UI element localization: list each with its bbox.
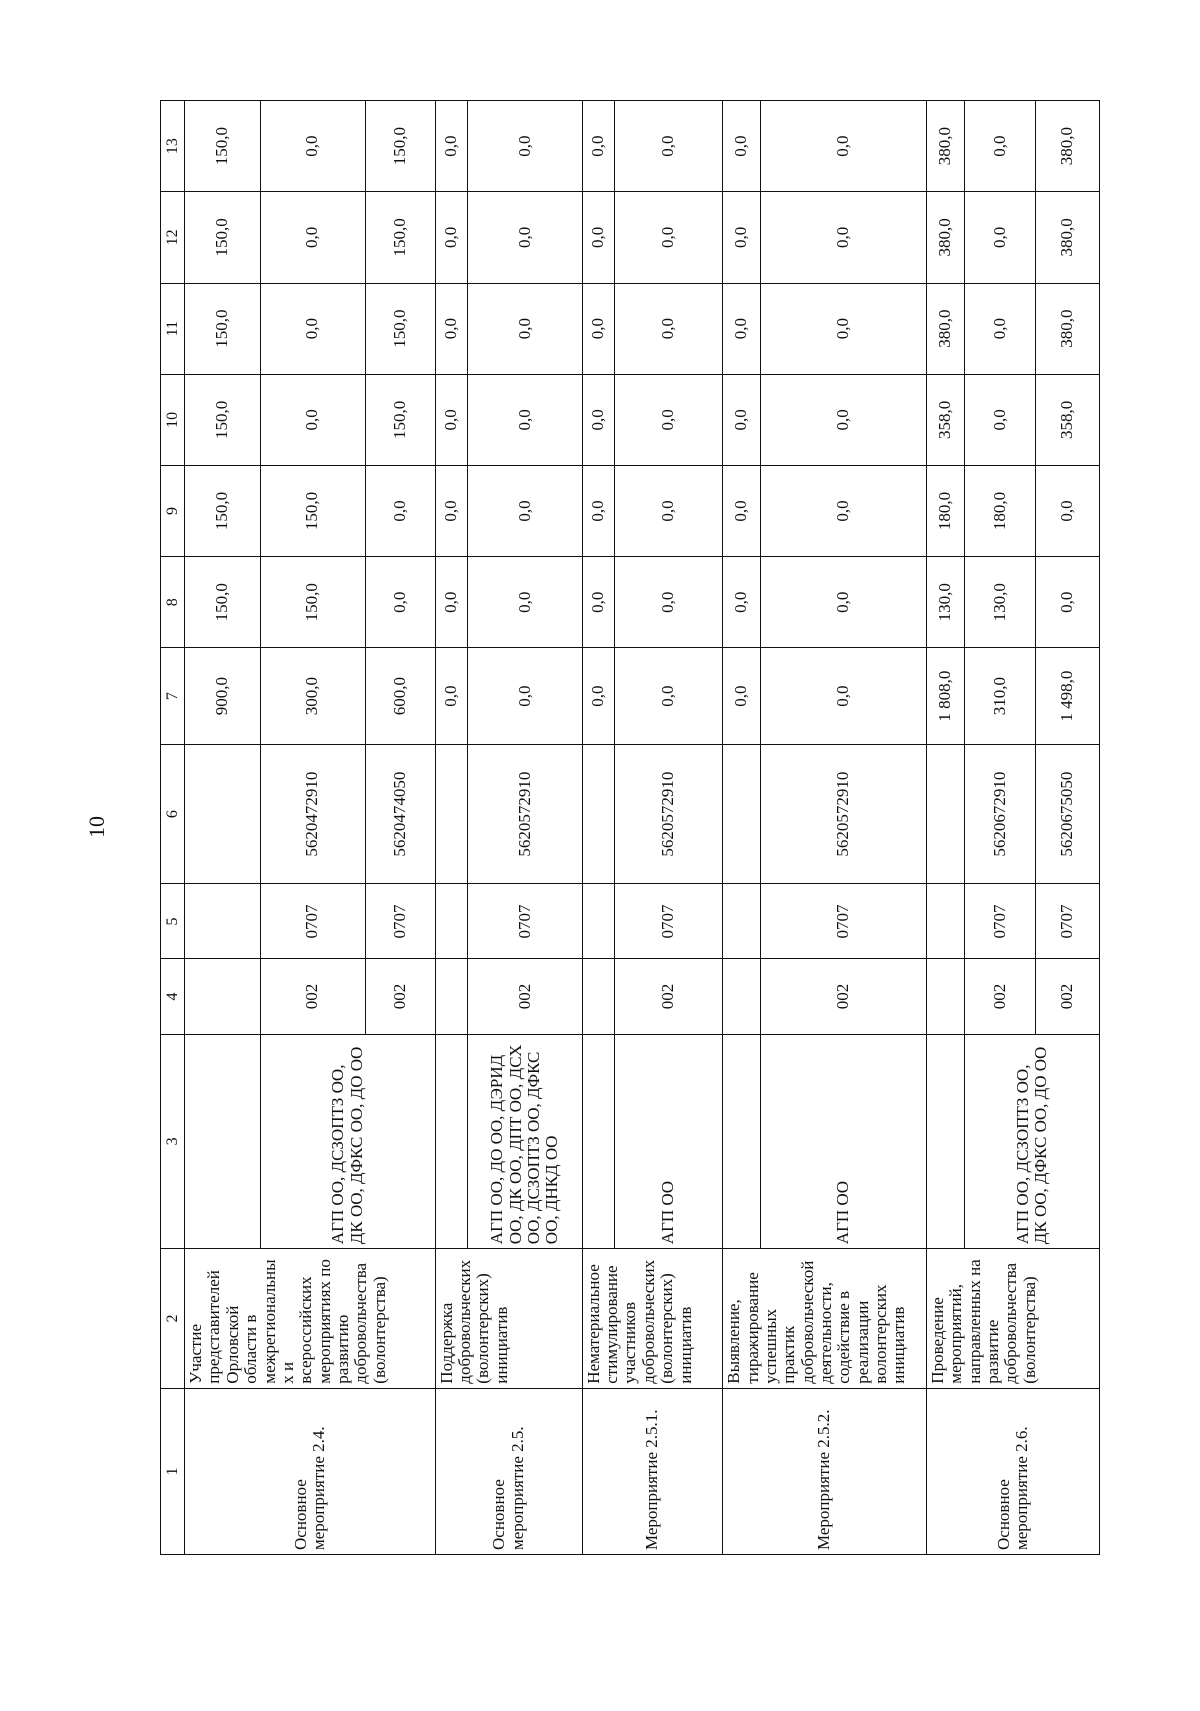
cell: 0,0 — [1036, 557, 1100, 648]
cell — [723, 959, 761, 1034]
cell: 5620572910 — [760, 744, 926, 883]
col-header: 10 — [161, 374, 185, 465]
cell: 0,0 — [723, 283, 761, 374]
cell: 0,0 — [435, 283, 467, 374]
cell: 0,0 — [582, 557, 614, 648]
col-header: 9 — [161, 465, 185, 556]
cell: 0,0 — [468, 101, 583, 192]
cell: 380,0 — [926, 101, 964, 192]
cell: 0,0 — [260, 192, 365, 283]
cell: 150,0 — [365, 283, 435, 374]
cell: 900,0 — [185, 648, 261, 745]
table-row — [582, 101, 614, 1555]
cell: 0,0 — [468, 557, 583, 648]
cell — [926, 959, 964, 1034]
cell: 0,0 — [615, 192, 723, 283]
cell: 0,0 — [435, 192, 467, 283]
activity-name: Проведение мероприятий, направленных на развитие добровольчества (волонтерства) — [926, 1249, 1099, 1388]
cell: 358,0 — [1036, 374, 1100, 465]
cell — [435, 744, 467, 883]
cell: 002 — [468, 959, 583, 1034]
cell: 600,0 — [365, 648, 435, 745]
cell: 0,0 — [964, 101, 1035, 192]
activity-label: Основное мероприятие 2.5. — [435, 1388, 582, 1554]
cell: 5620672910 — [964, 744, 1035, 883]
page-number: 10 — [84, 816, 109, 838]
cell: 150,0 — [365, 101, 435, 192]
cell: 0707 — [615, 884, 723, 959]
col-header: 12 — [161, 192, 185, 283]
cell: 002 — [365, 959, 435, 1034]
cell — [582, 744, 614, 883]
col-header: 8 — [161, 557, 185, 648]
table-row — [723, 101, 761, 1555]
cell: 0,0 — [435, 101, 467, 192]
cell: 0,0 — [760, 648, 926, 745]
cell: 150,0 — [185, 101, 261, 192]
budget-table — [160, 100, 1100, 1555]
cell: 0,0 — [615, 101, 723, 192]
cell: 0,0 — [468, 465, 583, 556]
cell: 0,0 — [760, 374, 926, 465]
activity-name: Нематериальное стимулирование участников добровольческих (волонтерских) инициатив — [582, 1249, 722, 1388]
cell: 0,0 — [582, 283, 614, 374]
cell: 0,0 — [723, 557, 761, 648]
col-header: 2 — [161, 1249, 185, 1388]
cell: 0,0 — [723, 465, 761, 556]
cell: 0,0 — [435, 465, 467, 556]
cell: 150,0 — [185, 557, 261, 648]
executor-cell — [582, 1034, 614, 1249]
cell: 5620472910 — [260, 744, 365, 883]
cell: 0,0 — [723, 192, 761, 283]
rotated-table-wrapper — [160, 100, 1100, 1555]
cell: 002 — [615, 959, 723, 1034]
cell: 0707 — [365, 884, 435, 959]
cell — [926, 744, 964, 883]
cell: 0,0 — [723, 374, 761, 465]
cell: 0,0 — [365, 557, 435, 648]
cell: 0707 — [1036, 884, 1100, 959]
activity-label: Основное мероприятие 2.6. — [926, 1388, 1099, 1554]
cell: 0,0 — [615, 465, 723, 556]
cell: 002 — [964, 959, 1035, 1034]
col-header: 5 — [161, 884, 185, 959]
activity-name: Выявление, тиражирование успешных практик добровольческой деятельности, содействие в реализации волонтерских инициатив — [723, 1249, 927, 1388]
cell: 5620572910 — [615, 744, 723, 883]
executor-cell — [185, 1034, 261, 1249]
col-header: 6 — [161, 744, 185, 883]
table-row — [185, 101, 261, 1555]
cell: 5620474050 — [365, 744, 435, 883]
col-header: 13 — [161, 101, 185, 192]
activity-label: Основное мероприятие 2.4. — [185, 1388, 436, 1554]
cell: 310,0 — [964, 648, 1035, 745]
cell: 0,0 — [723, 101, 761, 192]
cell — [435, 884, 467, 959]
cell — [185, 884, 261, 959]
activity-name: Участие представителей Орловской области в межрегиональных и всероссийских мероприятиях по развитию добровольчества (волонтерства) — [185, 1249, 436, 1388]
cell: 150,0 — [260, 557, 365, 648]
cell: 300,0 — [260, 648, 365, 745]
col-header: 4 — [161, 959, 185, 1034]
col-header: 7 — [161, 648, 185, 745]
cell: 380,0 — [1036, 101, 1100, 192]
cell: 180,0 — [964, 465, 1035, 556]
cell: 380,0 — [926, 192, 964, 283]
cell: 150,0 — [365, 192, 435, 283]
col-header: 11 — [161, 283, 185, 374]
cell: 380,0 — [1036, 192, 1100, 283]
executors: АГП ОО — [615, 1034, 723, 1249]
cell — [185, 959, 261, 1034]
cell: 0,0 — [760, 465, 926, 556]
cell: 0,0 — [615, 374, 723, 465]
cell: 130,0 — [926, 557, 964, 648]
cell: 358,0 — [926, 374, 964, 465]
cell: 180,0 — [926, 465, 964, 556]
cell: 0707 — [260, 884, 365, 959]
cell: 150,0 — [260, 465, 365, 556]
cell: 0,0 — [468, 648, 583, 745]
cell: 0,0 — [260, 101, 365, 192]
activity-name: Поддержка добровольческих (волонтерских) инициатив — [435, 1249, 582, 1388]
cell: 0707 — [468, 884, 583, 959]
cell: 0,0 — [964, 192, 1035, 283]
activity-label: Мероприятие 2.5.1. — [582, 1388, 722, 1554]
cell: 0,0 — [260, 283, 365, 374]
cell: 1 808,0 — [926, 648, 964, 745]
cell: 0,0 — [615, 557, 723, 648]
executors: АГП ОО — [760, 1034, 926, 1249]
cell — [723, 884, 761, 959]
executor-cell — [435, 1034, 467, 1249]
cell: 0,0 — [468, 283, 583, 374]
col-header: 1 — [161, 1388, 185, 1554]
cell: 0,0 — [435, 374, 467, 465]
cell: 380,0 — [1036, 283, 1100, 374]
cell: 0707 — [964, 884, 1035, 959]
cell: 0,0 — [760, 101, 926, 192]
cell: 0,0 — [760, 192, 926, 283]
executors: АГП ОО, ДО ОО, ДЭРИД ОО, ДК ОО, ДПТ ОО, ДСХ ОО, ДСЗОПТЗ ОО, ДФКС ОО, ДНКД ОО — [468, 1034, 583, 1249]
cell: 0,0 — [468, 192, 583, 283]
cell — [582, 959, 614, 1034]
cell — [926, 884, 964, 959]
cell: 150,0 — [185, 283, 261, 374]
cell: 0,0 — [760, 283, 926, 374]
cell: 002 — [1036, 959, 1100, 1034]
cell: 0,0 — [582, 648, 614, 745]
cell: 002 — [760, 959, 926, 1034]
cell — [582, 884, 614, 959]
activity-label: Мероприятие 2.5.2. — [723, 1388, 927, 1554]
table-row — [435, 101, 467, 1555]
cell: 002 — [260, 959, 365, 1034]
cell: 5620572910 — [468, 744, 583, 883]
cell: 0,0 — [964, 374, 1035, 465]
cell: 0,0 — [260, 374, 365, 465]
cell: 5620675050 — [1036, 744, 1100, 883]
cell: 0,0 — [615, 648, 723, 745]
cell: 0,0 — [582, 101, 614, 192]
cell: 150,0 — [365, 374, 435, 465]
executors: АГП ОО, ДСЗОПТЗ ОО, ДК ОО, ДФКС ОО, ДО ОО — [260, 1034, 435, 1249]
cell — [185, 744, 261, 883]
executor-cell — [926, 1034, 964, 1249]
cell: 0,0 — [964, 283, 1035, 374]
cell: 1 498,0 — [1036, 648, 1100, 745]
executor-cell — [723, 1034, 761, 1249]
table-row — [926, 101, 964, 1555]
cell: 0,0 — [615, 283, 723, 374]
cell: 0,0 — [1036, 465, 1100, 556]
cell: 0,0 — [760, 557, 926, 648]
cell: 0,0 — [468, 374, 583, 465]
cell: 0707 — [760, 884, 926, 959]
col-header: 3 — [161, 1034, 185, 1249]
cell: 150,0 — [185, 465, 261, 556]
cell: 380,0 — [926, 283, 964, 374]
cell: 0,0 — [582, 192, 614, 283]
cell: 0,0 — [365, 465, 435, 556]
cell: 0,0 — [582, 465, 614, 556]
cell: 150,0 — [185, 192, 261, 283]
executors: АГП ОО, ДСЗОПТЗ ОО, ДК ОО, ДФКС ОО, ДО ОО — [964, 1034, 1099, 1249]
cell: 130,0 — [964, 557, 1035, 648]
cell: 150,0 — [185, 374, 261, 465]
cell: 0,0 — [435, 557, 467, 648]
header-row — [161, 101, 185, 1555]
cell: 0,0 — [582, 374, 614, 465]
cell — [435, 959, 467, 1034]
cell: 0,0 — [435, 648, 467, 745]
cell — [723, 744, 761, 883]
cell: 0,0 — [723, 648, 761, 745]
